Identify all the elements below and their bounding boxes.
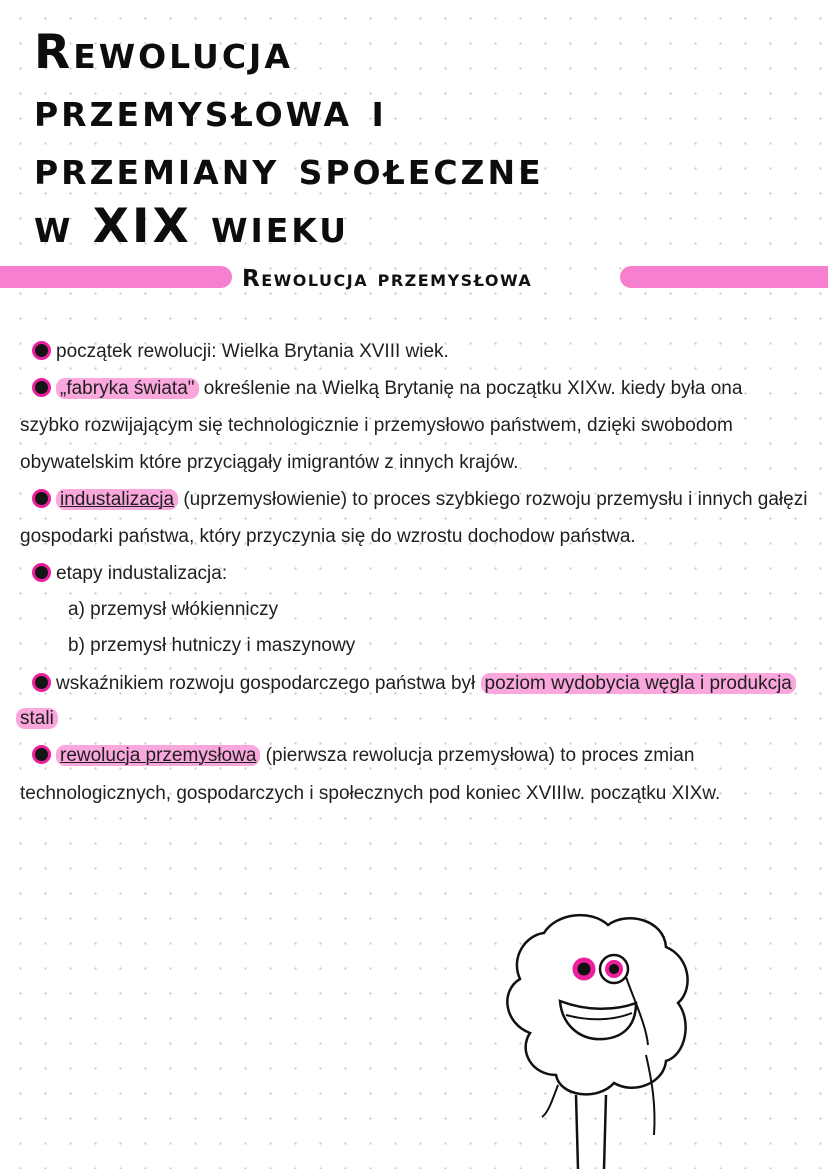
note-text: (uprzemysłowienie) to proces szybkiego rozwoju przemysłu i innych gałęzi	[178, 489, 808, 510]
highlighted-term: „fabryka świata"	[56, 378, 199, 399]
note-text: określenie na Wielką Brytanię na początku XIXw. kiedy była ona	[198, 378, 743, 399]
highlighted-term: industalizacja	[56, 489, 178, 510]
section-band-right	[620, 266, 828, 288]
bullet-icon	[32, 489, 51, 508]
bullet-icon	[32, 745, 51, 764]
left-arm-icon	[542, 1085, 558, 1117]
note-line	[32, 376, 742, 402]
title-line-3: przemiany społeczne	[34, 141, 544, 196]
note-line	[32, 671, 796, 697]
note-line	[32, 339, 449, 365]
bullet-icon	[32, 341, 51, 360]
note-line: szybko rozwijającym się technologicznie i przemysłowo państwem, dzięki swobodom	[20, 415, 733, 436]
right-eye-icon	[607, 962, 621, 976]
note-text: etapy industalizacja:	[56, 563, 228, 584]
note-text: wskaźnikiem rozwoju gospodarczego państwa był	[56, 673, 481, 694]
note-line: a) przemysł włókienniczy	[68, 599, 279, 620]
note-text: (pierwsza rewolucja przemysłowa) to proces zmian	[260, 745, 695, 766]
monocle-creature-illustration	[496, 905, 706, 1169]
section-band-left	[0, 266, 232, 288]
bullet-icon	[32, 563, 51, 582]
note-line	[32, 561, 227, 587]
note-text: początek rewolucji: Wielka Brytania XVIII wiek.	[56, 341, 449, 362]
page-title	[34, 24, 544, 256]
legs-icon	[576, 1095, 606, 1169]
note-line	[32, 487, 807, 513]
highlighted-phrase: poziom wydobycia węgla i produkcja	[481, 673, 796, 694]
bullet-icon	[32, 673, 51, 692]
note-line: b) przemysł hutniczy i maszynowy	[68, 635, 356, 656]
section-heading: Rewolucja przemysłowa	[242, 266, 533, 292]
note-line	[32, 743, 694, 769]
left-eye-icon	[575, 960, 593, 978]
note-line: gospodarki państwa, który przyczynia się do wzrostu dochodow państwa.	[20, 526, 636, 547]
title-line-2: przemysłowa i	[34, 83, 387, 138]
cloud-head-outline	[507, 915, 687, 1094]
note-line: obywatelskim które przyciągały imigrantów z innych krajów.	[20, 452, 519, 473]
highlighted-phrase: stali	[16, 708, 58, 729]
note-line: technologicznych, gospodarczych i społecznych pod koniec XVIIIw. początku XIXw.	[20, 783, 721, 804]
note-line	[16, 706, 58, 732]
title-line-1: Rewolucja	[34, 25, 293, 80]
highlighted-term: rewolucja przemysłowa	[56, 745, 260, 766]
title-line-4: w XIX wieku	[34, 199, 350, 254]
bullet-icon	[32, 378, 51, 397]
